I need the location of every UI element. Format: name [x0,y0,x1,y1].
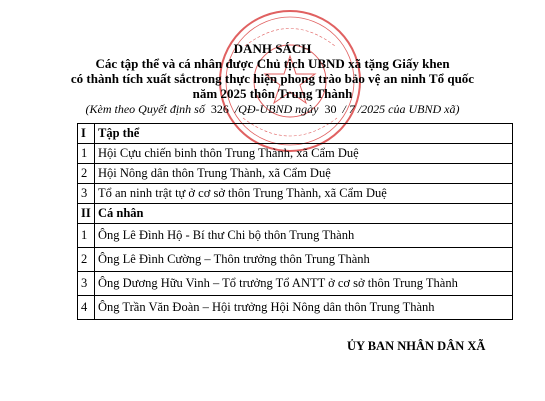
row-text: Ông Lê Đình Cường – Thôn trưởng thôn Trung Thành [95,248,513,272]
row-text: Hội Nông dân thôn Trung Thành, xã Cẩm Duệ [95,164,513,184]
section-heading: Cá nhân [95,204,513,224]
section-numeral: I [78,124,95,144]
row-number: 2 [78,164,95,184]
row-number: 3 [78,272,95,296]
decision-number: 326 [210,102,229,116]
subtitle-line-2: có thành tích xuất sắctrong thực hiện phong trào bảo vệ an ninh Tổ quốc [70,71,475,86]
section-numeral: II [78,204,95,224]
row-text: Ông Trần Văn Đoàn – Hội trưởng Hội Nông dân thôn Trung Thành [95,296,513,320]
signature-block: ỦY BAN NHÂN DÂN XÃ [347,339,486,353]
subtitle-line-3: năm 2025 thôn Trung Thành [192,86,353,101]
decision-day: 30 [324,102,337,116]
row-number: 4 [78,296,95,320]
table-row [78,144,513,164]
row-number: 1 [78,144,95,164]
section-row [78,204,513,224]
table-row [78,248,513,272]
row-text: Tổ an ninh trật tự ở cơ sở thôn Trung Thành, xã Cẩm Duệ [95,184,513,204]
table-row [78,164,513,184]
section-row [78,124,513,144]
row-text: Ông Lê Đình Hộ - Bí thư Chi bộ thôn Trung Thành [95,224,513,248]
subtitle-line-1: Các tập thể và cá nhân được Chủ tịch UBND xã tặng Giấy khen [95,56,450,71]
table-row [78,272,513,296]
attachment-suffix: / 7 /2025 của UBND xã) [342,102,460,116]
section-heading: Tập thể [95,124,513,144]
row-number: 1 [78,224,95,248]
table-row [78,224,513,248]
document-title: DANH SÁCH [233,41,312,56]
row-text: Hội Cựu chiến binh thôn Trung Thành, xã Cẩm Duệ [95,144,513,164]
table-row [78,184,513,204]
row-number: 3 [78,184,95,204]
row-text: Ông Dương Hữu Vinh – Tổ trưởng Tổ ANTT ở cơ sở thôn Trung Thành [95,272,513,296]
attachment-middle: /QĐ-UBND ngày [234,102,319,116]
table-row [78,296,513,320]
row-number: 2 [78,248,95,272]
attachment-prefix: (Kèm theo Quyết định số [85,102,205,116]
commendation-table [77,123,513,320]
attachment-note [0,102,545,117]
